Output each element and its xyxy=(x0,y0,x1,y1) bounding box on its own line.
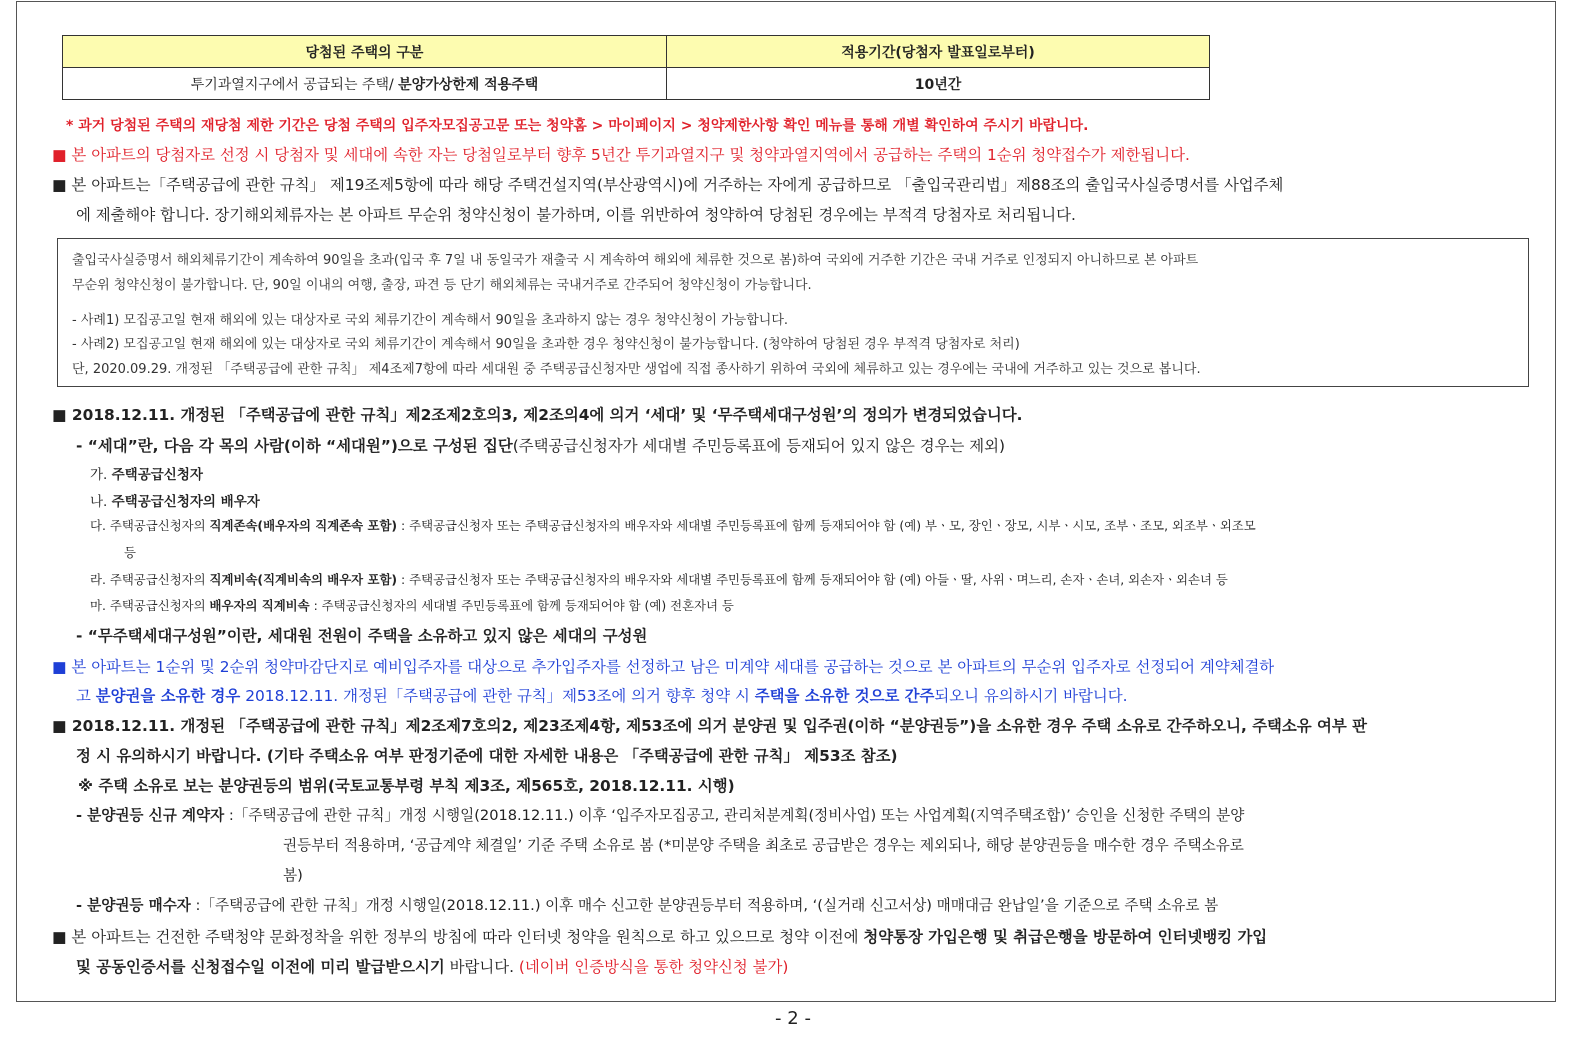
box-line-5: 단, 2020.09.29. 개정된 「주택공급에 관한 규칙」 제4조제7항에 따라 세대원 중 주택공급신청자만 생업에 직접 종사하기 위하여 국외에 체류하고 있는 경우에는 국내에 거주하고 있는 것으로 봅니다. xyxy=(72,362,1201,377)
blue-text: 2018.12.11. 개정된「주택공급에 관한 규칙」제53조에 의거 향후 청약 시 xyxy=(240,687,755,705)
rights-new-label: - 분양권등 신규 계약자 xyxy=(76,807,225,824)
item-rest: : 주택공급신청자의 세대별 주민등록표에 함께 등재되어야 함 (예) 전혼자녀 등 xyxy=(309,598,734,613)
internet-text: ■ 본 아파트는 건전한 주택청약 문화정착을 위한 정부의 방침에 따라 인터넷 청약을 원칙으로 하고 있으므로 청약 이전에 xyxy=(52,928,864,946)
item-bold: 주택공급신청자의 배우자 xyxy=(111,494,260,510)
blue-notice-2 xyxy=(76,684,1128,706)
household-item-na xyxy=(90,490,260,510)
box-line-4: - 사례2) 모집공고일 현재 해외에 있는 대상자로 국외 체류기간이 계속해서 90일을 초과한 경우 청약신청이 불가능합니다. (청약하여 당첨된 경우 부적격 당첨자로 처리) xyxy=(72,337,1020,352)
rights-new-contract-2: 권등부터 적용하며, ‘공급계약 체결일’ 기준 주택 소유로 봄 (*미분양 주택을 최초로 공급받은 경우는 제외되나, 해당 분양권등을 매수한 경우 주택소유로 xyxy=(283,837,1244,854)
item-bold: 배우자의 직계비속 xyxy=(209,598,310,613)
item-bold: 주택공급신청자 xyxy=(111,467,203,483)
household-item-da xyxy=(90,516,1256,534)
internet-bold: 청약통장 가입은행 및 취급은행을 방문하여 인터넷뱅킹 가입 xyxy=(863,928,1268,946)
rights-buyer xyxy=(76,894,1218,915)
rights-title-2: 정 시 유의하시기 바랍니다. (기타 주택소유 여부 판정기준에 대한 자세한 내용은 「주택공급에 관한 규칙」 제53조 참조) xyxy=(76,747,898,765)
household-item-ra xyxy=(90,570,1228,588)
household-definition xyxy=(76,434,1005,456)
blue-bold: 주택을 소유한 것으로 간주 xyxy=(754,687,935,705)
blue-text: 고 xyxy=(76,687,96,705)
note-residence-1: ■ 본 아파트는「주택공급에 관한 규칙」 제19조제5항에 따라 해당 주택건설지역(부산광역시)에 거주하는 자에게 공급하므로 「출입국관리법」제88조의 출입국사실증명서를 사업주체 xyxy=(52,176,1284,194)
blue-text: 되오니 유의하시기 바랍니다. xyxy=(934,687,1128,705)
rights-new-contract-3: 봄) xyxy=(283,867,303,884)
note-residence-2: 에 제출해야 합니다. 장기해외체류자는 본 아파트 무순위 청약신청이 불가하며, 이를 위반하여 청약하여 당첨된 경우에는 부적격 당첨자로 처리됩니다. xyxy=(76,206,1076,224)
table-cell-text: 투기과열지구에서 공급되는 주택/ xyxy=(190,76,399,93)
table-cell-bold: 분양가상한제 적용주택 xyxy=(398,76,539,93)
restriction-table xyxy=(62,35,1210,100)
internet-bold: 및 공동인증서를 신청접수일 이전에 미리 발급받으시기 xyxy=(76,958,445,976)
item-prefix: 나. xyxy=(90,494,112,510)
note-five-year: ■ 본 아파트의 당첨자로 선정 시 당첨자 및 세대에 속한 자는 당첨일로부터 향후 5년간 투기과열지구 및 청약과열지역에서 공급하는 주택의 1순위 청약접수가 제한됩니다. xyxy=(52,146,1190,164)
blue-notice-1: ■ 본 아파트는 1순위 및 2순위 청약마감단지로 예비입주자를 대상으로 추가입주자를 선정하고 남은 미계약 세대를 공급하는 것으로 본 아파트의 무순위 입주자로 선정되어 계약체결하 xyxy=(52,658,1275,676)
item-prefix: 가. xyxy=(90,467,112,483)
item-prefix: 다. 주택공급신청자의 xyxy=(90,518,210,533)
internet-text: 바랍니다. xyxy=(444,958,519,976)
box-line-3: - 사례1) 모집공고일 현재 해외에 있는 대상자로 국외 체류기간이 계속해서 90일을 초과하지 않는 경우 청약신청이 가능합니다. xyxy=(72,313,789,328)
item-rest: : 주택공급신청자 또는 주택공급신청자의 배우자와 세대별 주민등록표에 함께 등재되어야 함 (예) 부ㆍ모, 장인ㆍ장모, 시부ㆍ시모, 조부ㆍ조모, 외조부ㆍ외조모 xyxy=(397,518,1256,533)
internet-notice-1 xyxy=(52,925,1267,947)
table-cell-period: 10년간 xyxy=(667,68,1210,100)
page-number: - 2 - xyxy=(775,1008,811,1029)
item-bold: 직계비속(직계비속의 배우자 포함) xyxy=(209,572,398,587)
household-definition-bold: - “세대”란, 다음 각 목의 사람(이하 “세대원”)으로 구성된 집단 xyxy=(76,437,513,455)
household-item-ga xyxy=(90,463,203,483)
blue-bold: 분양권을 소유한 경우 xyxy=(95,687,241,705)
table-cell-category xyxy=(63,68,667,100)
overseas-stay-box xyxy=(57,238,1529,387)
item-rest: : 주택공급신청자 또는 주택공급신청자의 배우자와 세대별 주민등록표에 함께 등재되어야 함 (예) 아들ㆍ딸, 사위ㆍ며느리, 손자ㆍ손녀, 외손자ㆍ외손녀 등 xyxy=(397,572,1228,587)
no-house-definition: - “무주택세대구성원”이란, 세대원 전원이 주택을 소유하고 있지 않은 세대의 구성원 xyxy=(76,627,648,645)
household-item-da-cont: 등 xyxy=(124,545,136,560)
internet-red-note: (네이버 인증방식을 통한 청약신청 불가) xyxy=(518,958,789,976)
box-line-2: 무순위 청약신청이 불가합니다. 단, 90일 이내의 여행, 출장, 파견 등 단기 해외체류는 국내거주로 간주되어 청약신청이 가능합니다. xyxy=(72,278,812,293)
table-header-category: 당첨된 주택의 구분 xyxy=(63,36,667,68)
rights-new-text: :「주택공급에 관한 규칙」개정 시행일(2018.12.11.) 이후 ‘입주자모집공고, 관리처분계획(정비사업) 또는 사업계획(지역주택조합)’ 승인을 신청한 주택의 분양 xyxy=(224,807,1245,824)
box-line-1: 출입국사실증명서 해외체류기간이 계속하여 90일을 초과(입국 후 7일 내 동일국가 재출국 시 계속하여 해외에 체류한 것으로 봄)하여 국외에 거주한 기간은 국내 거주로 인정되지 아니하므로 본 아파트 xyxy=(72,253,1199,268)
item-prefix: 마. 주택공급신청자의 xyxy=(90,598,210,613)
household-item-ma xyxy=(90,596,734,614)
item-bold: 직계존속(배우자의 직계존속 포함) xyxy=(209,518,398,533)
note-reselection: * 과거 당첨된 주택의 재당첨 제한 기간은 당첨 주택의 입주자모집공고문 또는 청약홈 > 마이페이지 > 청약제한사항 확인 메뉴를 통해 개별 확인하여 주시기 바랍니다. xyxy=(66,118,1089,134)
household-title: ■ 2018.12.11. 개정된 「주택공급에 관한 규칙」제2조제2호의3, 제2조의4에 의거 ‘세대’ 및 ‘무주택세대구성원’의 정의가 변경되었습니다. xyxy=(52,406,1023,424)
table-row xyxy=(63,68,1210,100)
rights-title-1: ■ 2018.12.11. 개정된 「주택공급에 관한 규칙」제2조제7호의2, 제23조제4항, 제53조에 의거 분양권 및 입주권(이하 “분양권등”)을 소유한 경우 주택 소유로 간주하오니, 주택소유 여부 판 xyxy=(52,717,1367,735)
household-definition-rest: (주택공급신청자가 세대별 주민등록표에 등재되어 있지 않은 경우는 제외) xyxy=(512,437,1005,455)
table-header-period: 적용기간(당첨자 발표일로부터) xyxy=(667,36,1210,68)
rights-buyer-label: - 분양권등 매수자 xyxy=(76,897,191,914)
rights-buyer-text: :「주택공급에 관한 규칙」개정 시행일(2018.12.11.) 이후 매수 신고한 분양권등부터 적용하며, ‘(실거래 신고서상) 매매대금 완납일’을 기준으로 주택 소유로 봄 xyxy=(190,897,1219,914)
rights-new-contract xyxy=(76,804,1244,825)
table-header-row xyxy=(63,36,1210,68)
rights-scope: ※ 주택 소유로 보는 분양권등의 범위(국토교통부령 부칙 제3조, 제565호, 2018.12.11. 시행) xyxy=(78,777,735,795)
item-prefix: 라. 주택공급신청자의 xyxy=(90,572,210,587)
internet-notice-2 xyxy=(76,955,788,977)
